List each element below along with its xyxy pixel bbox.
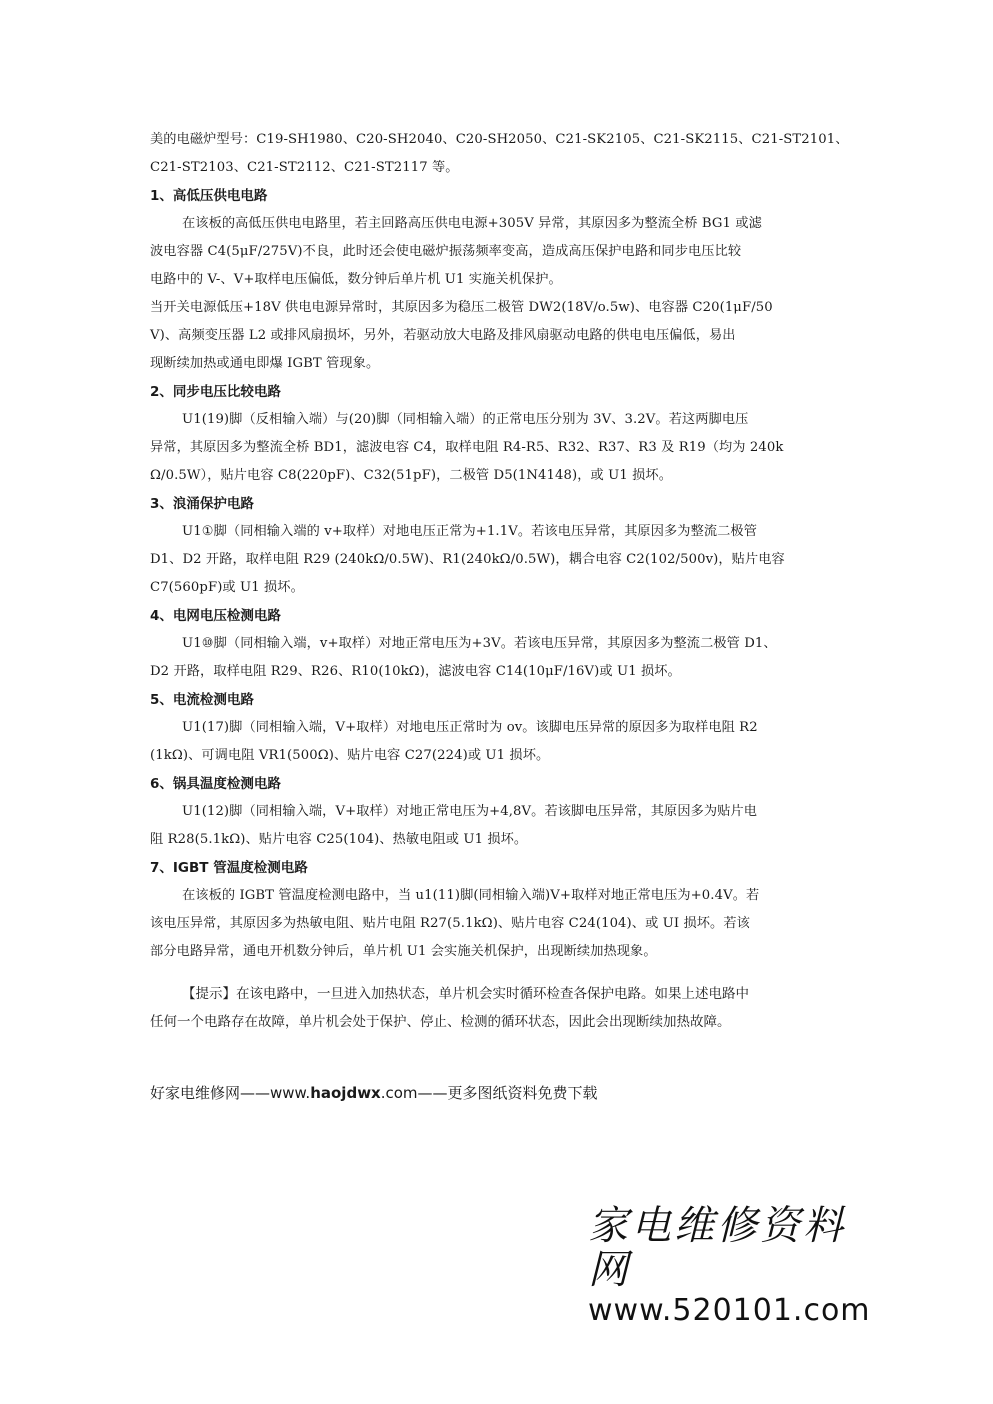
section-heading: 3、浪涌保护电路 (150, 496, 254, 512)
paragraph-line: D1、D2 开路，取样电阻 R29 (240kΩ/0.5W)、R1(240kΩ/0.5W)，耦合电容 C2(102/500v)，贴片电容 (150, 552, 785, 567)
section-heading: 2、同步电压比较电路 (150, 384, 281, 400)
paragraph-line: 在该板的 IGBT 管温度检测电路中，当 u1(11)脚(同相输入端)V+取样对地正常电压为+0.4V。若 (182, 888, 760, 903)
section-heading: 6、锅具温度检测电路 (150, 776, 281, 792)
paragraph-line: U1(12)脚（同相输入端，V+取样）对地正常电压为+4,8V。若该脚电压异常，其原因多为贴片电 (182, 804, 758, 819)
footer-suffix: .com——更多图纸资料免费下载 (380, 1084, 598, 1102)
paragraph-line: 波电容器 C4(5μF/275V)不良，此时还会使电磁炉振荡频率变高，造成高压保护电路和同步电压比较 (150, 244, 742, 259)
paragraph-line: 异常，其原因多为整流全桥 BD1，滤波电容 C4，取样电阻 R4-R5、R32、R37、R3 及 R19（均为 240k (150, 440, 784, 455)
section-heading: 4、电网电压检测电路 (150, 608, 281, 624)
paragraph-line: U1(17)脚（同相输入端，V+取样）对地电压正常时为 ov。该脚电压异常的原因多为取样电阻 R2 (182, 720, 758, 735)
paragraph-line: 该电压异常，其原因多为热敏电阻、贴片电阻 R27(5.1kΩ)、贴片电容 C24(104)、或 UI 损坏。若该 (150, 916, 750, 931)
intro-line: C21-ST2103、C21-ST2112、C21-ST2117 等。 (150, 160, 459, 175)
paragraph-line: U1①脚（同相输入端的 v+取样）对地电压正常为+1.1V。若该电压异常，其原因多为整流二极管 (182, 524, 758, 539)
tip-line: 【提示】在该电路中，一旦进入加热状态，单片机会实时循环检查各保护电路。如果上述电路中 (182, 986, 749, 1002)
paragraph-line: U1⑩脚（同相输入端，v+取样）对地正常电压为+3V。若该电压异常，其原因多为整流二极管 D1、 (182, 636, 777, 651)
paragraph-line: Ω/0.5W），贴片电容 C8(220pF)、C32(51pF)，二极管 D5(1N4148)，或 U1 损坏。 (150, 468, 672, 483)
paragraph-line: 在该板的高低压供电电路里，若主回路高压供电电源+305V 异常，其原因多为整流全桥 BG1 或滤 (182, 216, 762, 231)
section-heading: 5、电流检测电路 (150, 692, 254, 708)
document-body (150, 126, 850, 1036)
paragraph-line: D2 开路，取样电阻 R29、R26、R10(10kΩ)，滤波电容 C14(10μF/16V)或 U1 损坏。 (150, 664, 681, 679)
footer-link[interactable] (150, 1082, 598, 1103)
paragraph-line: V)、高频变压器 L2 或排风扇损坏，另外，若驱动放大电路及排风扇驱动电路的供电电压偏低，易出 (150, 328, 736, 343)
watermark-url: www.520101.com (588, 1293, 871, 1328)
paragraph-line: 部分电路异常，通电开机数分钟后，单片机 U1 会实施关机保护，出现断续加热现象。 (150, 944, 657, 959)
intro-line: 美的电磁炉型号：C19-SH1980、C20-SH2040、C20-SH2050、C21-SK2105、C21-SK2115、C21-ST2101、 (150, 132, 849, 147)
watermark-logo (588, 1204, 878, 1330)
paragraph-line: 当开关电源低压+18V 供电电源异常时，其原因多为稳压二极管 DW2(18V/o.5w)、电容器 C20(1μF/50 (150, 300, 773, 315)
footer-domain: haojdwx (310, 1084, 381, 1102)
paragraph-line: (1kΩ)、可调电阻 VR1(500Ω)、贴片电容 C27(224)或 U1 损坏。 (150, 748, 550, 763)
paragraph-line: C7(560pF)或 U1 损坏。 (150, 580, 304, 595)
section-heading: 7、IGBT 管温度检测电路 (150, 860, 308, 876)
footer-prefix: 好家电维修网——www. (150, 1084, 311, 1102)
watermark-title: 家电维修资料网 (588, 1203, 846, 1293)
paragraph-line: 电路中的 V-、V+取样电压偏低，数分钟后单片机 U1 实施关机保护。 (150, 272, 562, 287)
paragraph-line: 现断续加热或通电即爆 IGBT 管现象。 (150, 356, 380, 371)
tip-line: 任何一个电路存在故障，单片机会处于保护、停止、检测的循环状态，因此会出现断续加热故障。 (150, 1014, 731, 1030)
section-heading: 1、高低压供电电路 (150, 188, 268, 204)
paragraph-line: U1(19)脚（反相输入端）与(20)脚（同相输入端）的正常电压分别为 3V、3.2V。若这两脚电压 (182, 412, 749, 427)
paragraph-line: 阻 R28(5.1kΩ)、贴片电容 C25(104)、热敏电阻或 U1 损坏。 (150, 832, 528, 847)
